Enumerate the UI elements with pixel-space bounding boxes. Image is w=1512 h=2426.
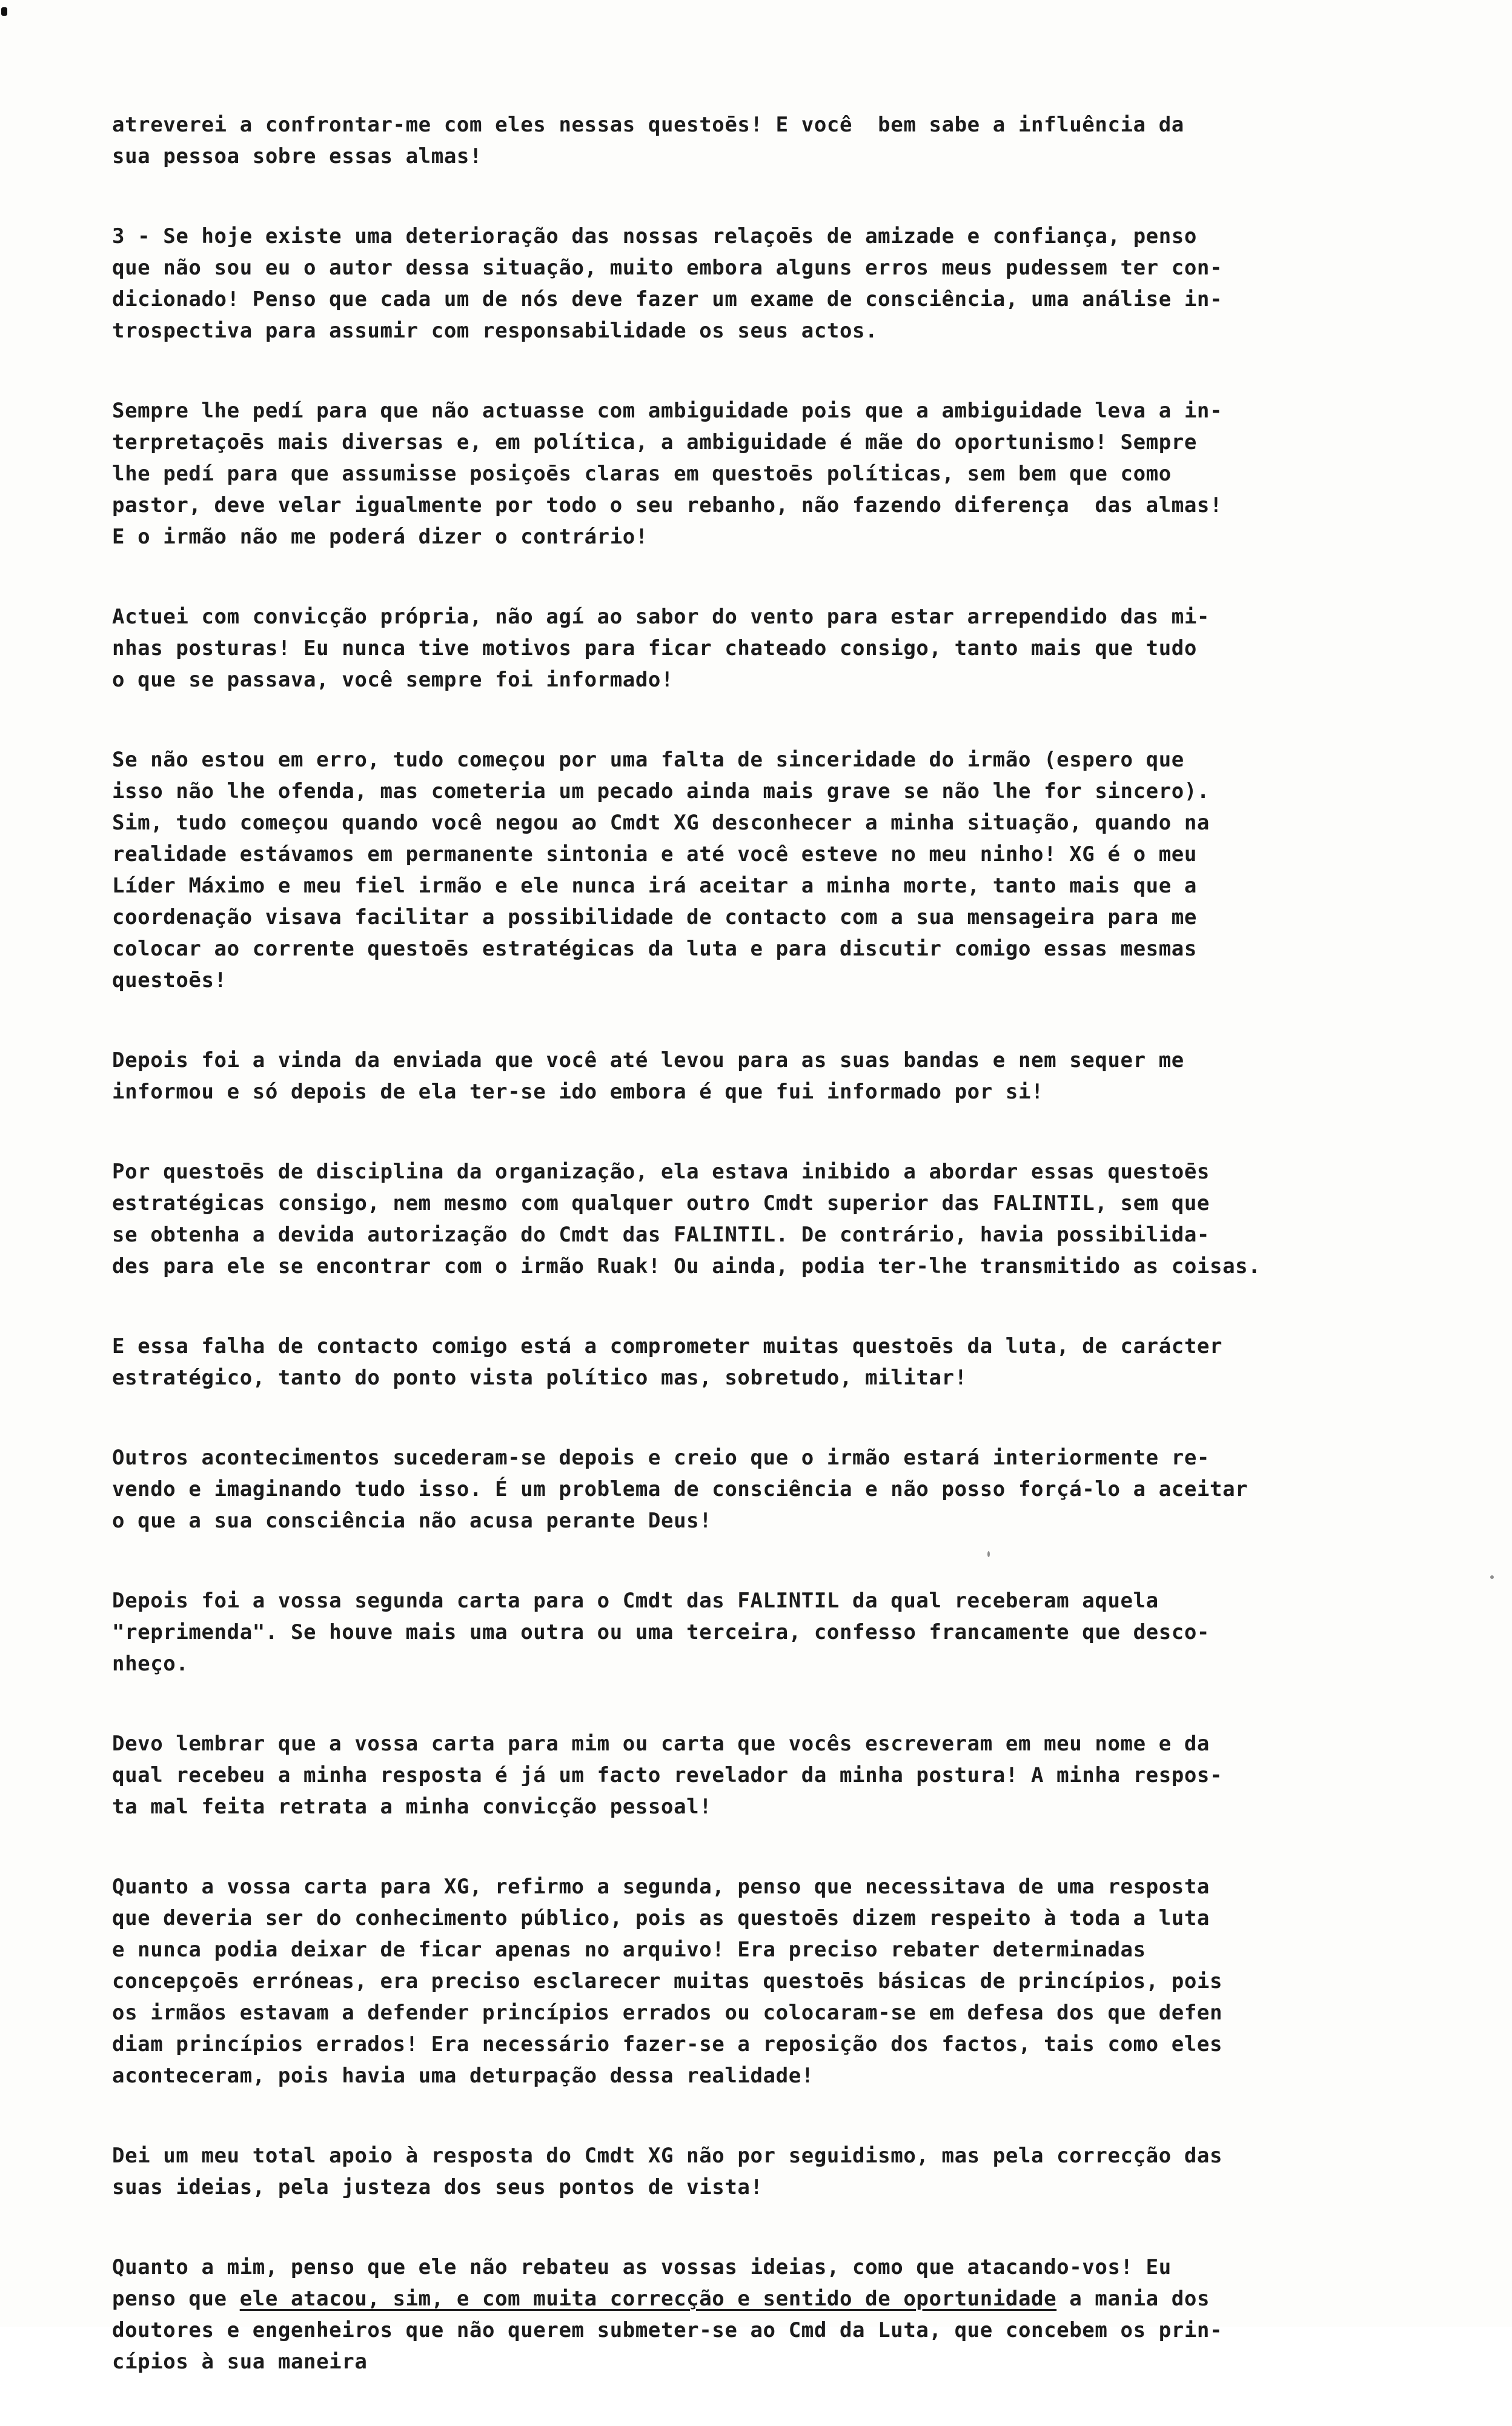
paragraph — [112, 1728, 1469, 1823]
text-line: nheço. — [112, 1652, 189, 1676]
text-line: diam princípios errados! Era necessário fazer-se a reposição dos factos, tais como eles — [112, 2032, 1223, 2056]
text-line: Depois foi a vossa segunda carta para o Cmdt das FALINTIL da qual receberam aquela — [112, 1589, 1159, 1613]
text-line: Sempre lhe pedí para que não actuasse com ambiguidade pois que a ambiguidade leva a in- — [112, 399, 1223, 423]
text-line: que não sou eu o autor dessa situação, muito embora alguns erros meus pudessem ter con- — [112, 256, 1223, 280]
text-line: isso não lhe ofenda, mas cometeria um pecado ainda mais grave se não lhe for sincero). — [112, 779, 1210, 803]
text-line: atreverei a confrontar-me com eles nessas questoēs! E você bem sabe a influência da — [112, 113, 1184, 137]
text-line: Depois foi a vinda da enviada que você até levou para as suas bandas e nem sequer me — [112, 1048, 1184, 1072]
paragraph — [112, 2140, 1469, 2203]
text-line: aconteceram, pois havia uma deturpação dessa realidade! — [112, 2064, 814, 2088]
paragraph — [112, 1331, 1469, 1394]
text-line: que deveria ser do conhecimento público, pois as questoēs dizem respeito à toda a luta — [112, 1906, 1210, 1930]
text-line: Se não estou em erro, tudo começou por uma falta de sinceridade do irmão (espero que — [112, 748, 1184, 772]
text-line: Quanto a vossa carta para XG, refirmo a segunda, penso que necessitava de uma resposta — [112, 1875, 1210, 1899]
paragraph — [112, 1156, 1469, 1282]
paragraph — [112, 1442, 1469, 1537]
text-line: os irmãos estavam a defender princípios errados ou colocaram-se em defesa dos que defen — [112, 2001, 1223, 2025]
typewritten-text — [112, 109, 1469, 2426]
text-line: terpretaçoēs mais diversas e, em política, a ambiguidade é mãe do oportunismo! Sempre — [112, 430, 1197, 454]
text-line: "reprimenda". Se houve mais uma outra ou uma terceira, confesso francamente que desco- — [112, 1620, 1210, 1644]
text-line: Devo lembrar que a vossa carta para mim ou carta que vocês escreveram em meu nome e da — [112, 1732, 1210, 1756]
text-line: estratégicas consigo, nem mesmo com qualquer outro Cmdt superior das FALINTIL, sem que — [112, 1191, 1210, 1215]
text-line: Por questoēs de disciplina da organização, ela estava inibido a abordar essas questoēs — [112, 1160, 1210, 1184]
text-line: realidade estávamos em permanente sintonia e até você esteve no meu ninho! XG é o meu — [112, 842, 1197, 866]
text-line: o que a sua consciência não acusa perante Deus! — [112, 1509, 712, 1533]
text-line: estratégico, tanto do ponto vista político mas, sobretudo, militar! — [112, 1366, 967, 1390]
text-line: dicionado! Penso que cada um de nós deve fazer um exame de consciência, uma análise in- — [112, 287, 1223, 311]
text-line: questoēs! — [112, 968, 227, 992]
paragraph — [112, 1871, 1469, 2092]
text-line: concepçoēs erróneas, era preciso esclarecer muitas questoēs básicas de princípios, pois — [112, 1969, 1223, 1993]
text-line: e nunca podia deixar de ficar apenas no arquivo! Era preciso rebater determinadas — [112, 1938, 1146, 1962]
scan-speck — [1490, 1575, 1494, 1579]
text-line: Quanto a mim, penso que ele não rebateu as vossas ideias, como que atacando-vos! Eu — [112, 2255, 1172, 2279]
paragraph — [112, 1585, 1469, 1680]
text-line: lhe pedí para que assumisse posiçoēs claras em questoēs políticas, sem bem que como — [112, 462, 1172, 486]
text-line: Sim, tudo começou quando você negou ao Cmdt XG desconhecer a minha situação, quando na — [112, 811, 1210, 835]
text-line: suas ideias, pela justeza dos seus pontos de vista! — [112, 2175, 763, 2199]
text-line: o que se passava, você sempre foi informado! — [112, 668, 674, 692]
text-line: coordenação visava facilitar a possibilidade de contacto com a sua mensageira para me — [112, 905, 1197, 929]
text-line: informou e só depois de ela ter-se ido embora é que fui informado por si! — [112, 1080, 1044, 1104]
text-line: 3 - Se hoje existe uma deterioração das nossas relaçoēs de amizade e confiança, penso — [112, 224, 1197, 248]
underlined-phrase: ele atacou, sim, e com muita correcção e sentido de oportunidade — [239, 2287, 1057, 2311]
text-line: doutores e engenheiros que não querem submeter-se ao Cmd da Luta, que concebem os prin- — [112, 2318, 1223, 2342]
text-line: Outros acontecimentos sucederam-se depois e creio que o irmão estará interiormente re- — [112, 1446, 1210, 1470]
text-line: E o irmão não me poderá dizer o contrário! — [112, 525, 648, 549]
text-line: trospectiva para assumir com responsabilidade os seus actos. — [112, 319, 878, 343]
text-line: nhas posturas! Eu nunca tive motivos para ficar chateado consigo, tanto mais que tudo — [112, 636, 1197, 660]
text-segment: penso que — [112, 2287, 240, 2311]
paragraph — [112, 744, 1469, 996]
text-line: se obtenha a devida autorização do Cmdt das FALINTIL. De contrário, havia possibilida- — [112, 1223, 1210, 1247]
text-line: vendo e imaginando tudo isso. É um problema de consciência e não posso forçá-lo a aceitar — [112, 1477, 1248, 1501]
paragraph — [112, 109, 1469, 172]
text-line: E essa falha de contacto comigo está a comprometer muitas questoēs da luta, de carácter — [112, 1334, 1223, 1358]
text-segment: a mania dos — [1056, 2287, 1210, 2311]
paragraph — [112, 395, 1469, 553]
paragraph — [112, 221, 1469, 347]
paragraph — [112, 2252, 1469, 2378]
text-line: pastor, deve velar igualmente por todo o seu rebanho, não fazendo diferença das almas! — [112, 493, 1223, 517]
paragraph — [112, 601, 1469, 696]
text-line: Actuei com convicção própria, não agí ao sabor do vento para estar arrependido das mi- — [112, 605, 1210, 629]
text-line: Dei um meu total apoio à resposta do Cmdt XG não por seguidismo, mas pela correcção das — [112, 2144, 1223, 2168]
punch-hole-mark — [1, 7, 7, 16]
text-line: des para ele se encontrar com o irmão Ruak! Ou ainda, podia ter-lhe transmitido as coisas. — [112, 1254, 1261, 1278]
text-line: sua pessoa sobre essas almas! — [112, 144, 483, 168]
text-line: Líder Máximo e meu fiel irmão e ele nunca irá aceitar a minha morte, tanto mais que a — [112, 874, 1197, 898]
text-line-with-underline — [112, 2283, 1469, 2315]
paragraph — [112, 1045, 1469, 1108]
text-line: colocar ao corrente questoēs estratégicas da luta e para discutir comigo essas mesmas — [112, 937, 1197, 961]
text-line: ta mal feita retrata a minha convicção pessoal! — [112, 1795, 712, 1819]
text-line: cípios à sua maneira — [112, 2350, 368, 2374]
text-line: qual recebeu a minha resposta é já um facto revelador da minha postura! A minha respos- — [112, 1763, 1223, 1787]
